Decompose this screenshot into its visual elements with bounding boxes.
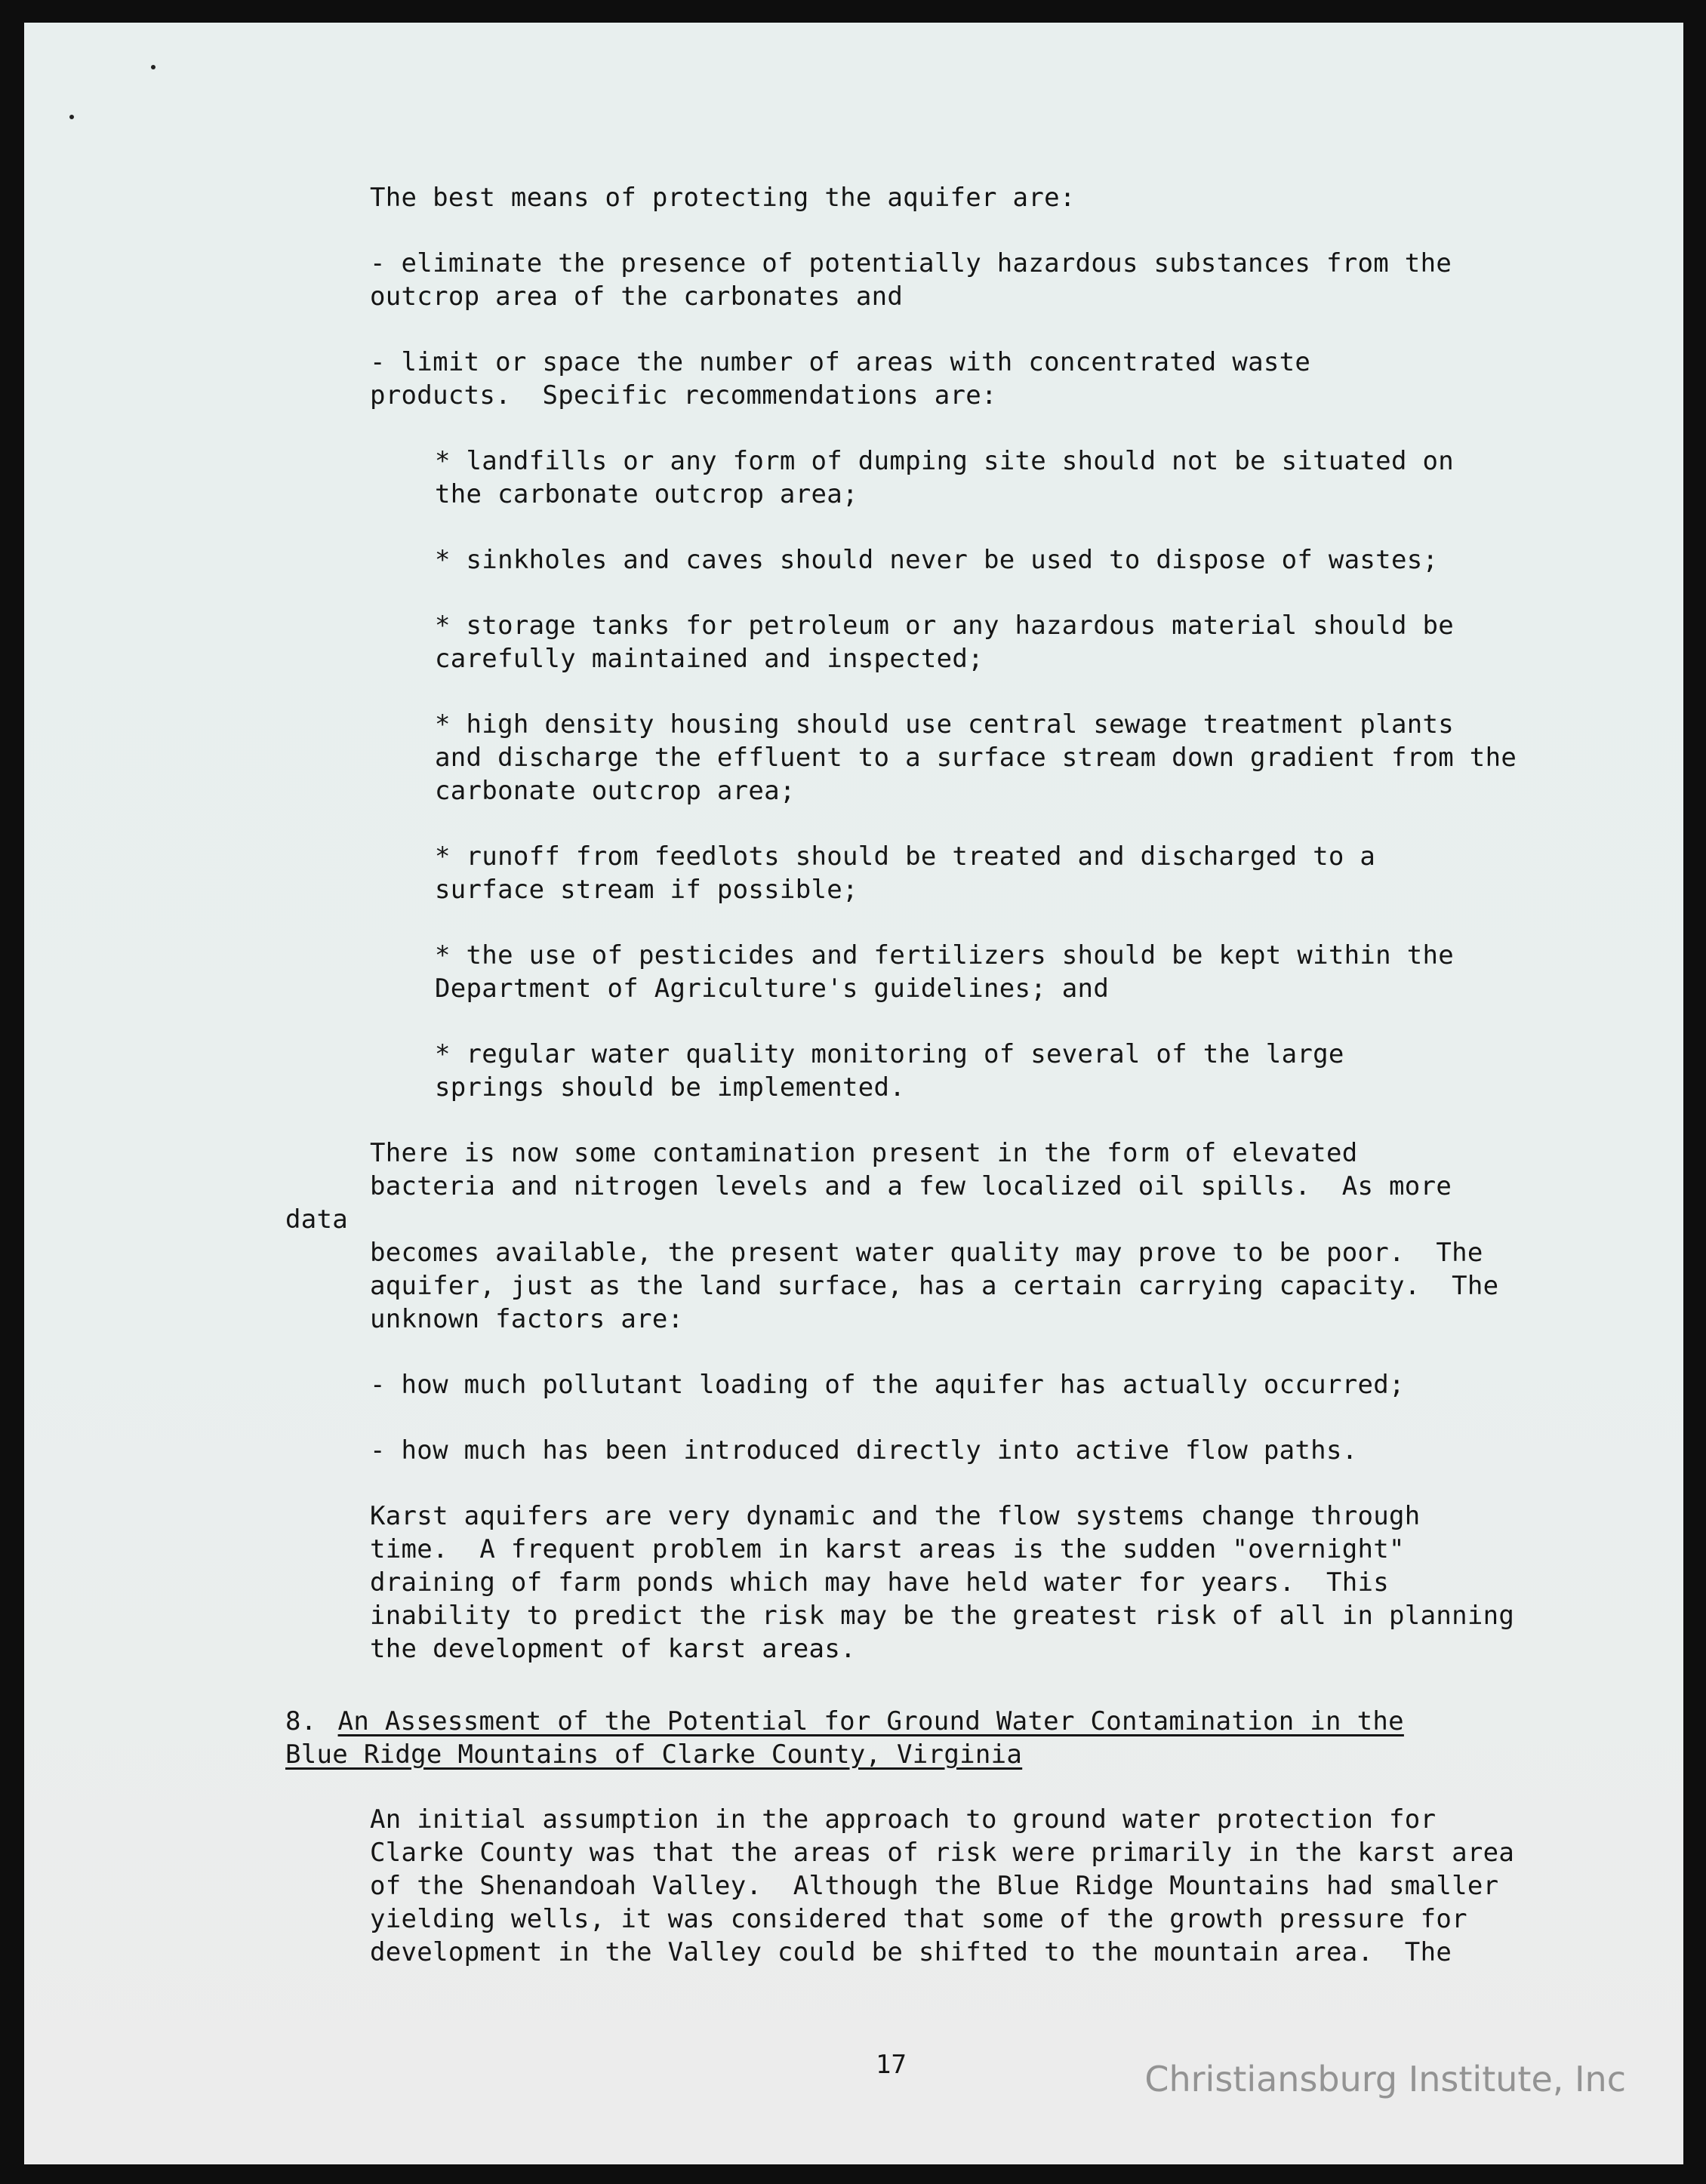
text-line: * high density housing should use central sewage treatment plants — [435, 709, 1455, 740]
unknown-factor-item — [285, 1434, 1523, 1467]
text-line: aquifer, just as the land surface, has a certain carrying capacity. The — [370, 1271, 1499, 1301]
text-line: * the use of pesticides and fertilizers should be kept within the — [435, 940, 1455, 970]
text-line: draining of farm ponds which may have held water for years. This — [370, 1567, 1390, 1598]
paper-speck — [151, 65, 156, 69]
section-number: 8. — [285, 1706, 317, 1736]
text-line: carefully maintained and inspected; — [435, 644, 984, 674]
unknown-factor-item — [285, 1368, 1523, 1401]
paper-speck — [69, 115, 74, 119]
text-line: An initial assumption in the approach to ground water protection for — [370, 1804, 1437, 1835]
text-line: the development of karst areas. — [370, 1634, 856, 1664]
text-line: - eliminate the presence of potentially hazardous substances from the — [370, 248, 1452, 278]
text-line: bacteria and nitrogen levels and a few localized oil spills. As more data — [285, 1171, 1467, 1235]
recommendation-item — [285, 1038, 1523, 1104]
text-line: - how much has been introduced directly into active flow paths. — [370, 1435, 1358, 1466]
recommendation-item — [285, 609, 1523, 675]
text-line: * regular water quality monitoring of several of the large — [435, 1039, 1344, 1069]
document-page — [24, 23, 1683, 2164]
text-line: the carbonate outcrop area; — [435, 479, 858, 509]
text-line: becomes available, the present water quality may prove to be poor. The — [370, 1238, 1483, 1268]
text-line: of the Shenandoah Valley. Although the Blue Ridge Mountains had smaller — [370, 1871, 1499, 1901]
text-line: * sinkholes and caves should never be used to dispose of wastes; — [435, 545, 1439, 575]
means-item — [285, 247, 1523, 313]
watermark: Christiansburg Institute, Inc — [1144, 2059, 1626, 2099]
recommendation-item — [285, 939, 1523, 1005]
recommendation-item — [285, 708, 1523, 807]
body-text — [285, 181, 1523, 2001]
text-line: inability to predict the risk may be the greatest risk of all in planning — [370, 1601, 1515, 1631]
page-number: 17 — [876, 2050, 907, 2080]
text-line: springs should be implemented. — [435, 1072, 906, 1103]
means-item — [285, 346, 1523, 412]
text-line: and discharge the effluent to a surface stream down gradient from the — [435, 743, 1517, 773]
contamination-paragraph — [285, 1137, 1523, 1336]
text-line: - limit or space the number of areas with concentrated waste — [370, 347, 1311, 377]
text-line: unknown factors are: — [370, 1304, 684, 1334]
text-line: Karst aquifers are very dynamic and the flow systems change through — [370, 1501, 1421, 1531]
text-line: * storage tanks for petroleum or any hazardous material should be — [435, 611, 1455, 641]
text-line: time. A frequent problem in karst areas is the sudden "overnight" — [370, 1534, 1405, 1564]
text-line: carbonate outcrop area; — [435, 776, 796, 806]
section-heading — [285, 1705, 1523, 1771]
text-line: development in the Valley could be shifted to the mountain area. The — [370, 1937, 1452, 1967]
text-line: There is now some contamination present in the form of elevated — [370, 1138, 1358, 1168]
text-line: * landfills or any form of dumping site should not be situated on — [435, 446, 1455, 476]
recommendation-item — [285, 444, 1523, 511]
text-line: * runoff from feedlots should be treated and discharged to a — [435, 841, 1376, 872]
karst-paragraph — [285, 1500, 1523, 1666]
text-line: Department of Agriculture's guidelines; and — [435, 974, 1110, 1004]
section-title-line: An Assessment of the Potential for Ground Water Contamination in the — [337, 1706, 1404, 1736]
recommendation-item — [285, 840, 1523, 906]
section-paragraph — [285, 1803, 1523, 1969]
text-line: outcrop area of the carbonates and — [370, 281, 904, 312]
recommendation-item — [285, 543, 1523, 577]
text-line: Clarke County was that the areas of risk were primarily in the karst area — [370, 1838, 1515, 1868]
text-line: yielding wells, it was considered that some of the growth pressure for — [370, 1904, 1467, 1934]
text-line: surface stream if possible; — [435, 875, 858, 905]
intro-paragraph: The best means of protecting the aquifer are: — [370, 183, 1076, 213]
text-line: - how much pollutant loading of the aquifer has actually occurred; — [370, 1370, 1405, 1400]
section-title-line: Blue Ridge Mountains of Clarke County, Virginia — [285, 1740, 1023, 1770]
text-line: products. Specific recommendations are: — [370, 380, 997, 411]
